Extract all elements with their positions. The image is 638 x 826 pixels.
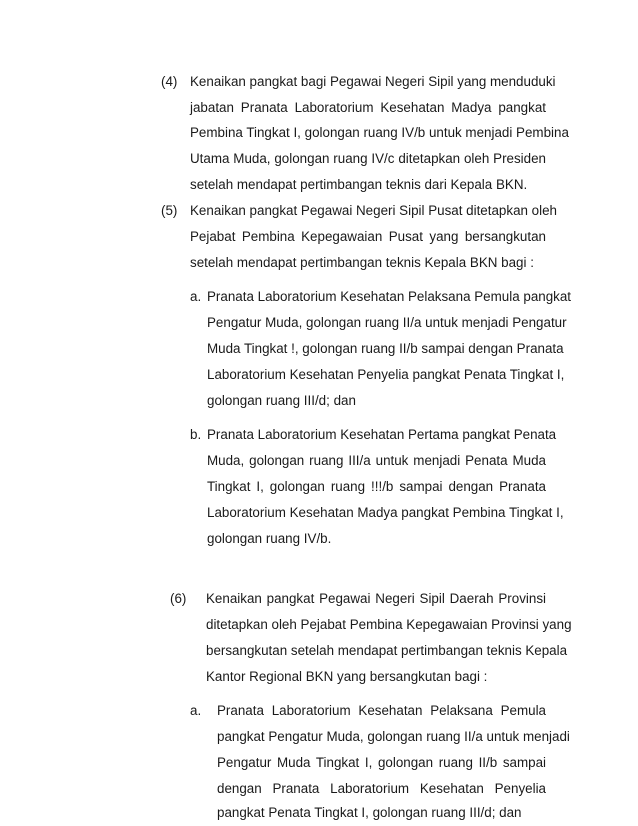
section-4-line-2: jabatan Pranata Laboratorium Kesehatan Madya pangkat (190, 100, 546, 115)
section-6-item-a-line-3: Pengatur Muda Tingkat I, golongan ruang II/b sampai (217, 755, 546, 770)
section-5-item-b-line-1: Pranata Laboratorium Kesehatan Pertama pangkat Penata (207, 427, 557, 442)
section-5-item-a-line-3: Muda Tingkat !, golongan ruang II/b sampai dengan Pranata (207, 341, 564, 356)
section-4-line-3: Pembina Tingkat I, golongan ruang IV/b untuk menjadi Pembina (190, 125, 569, 140)
section-5-line-2: Pejabat Pembina Kepegawaian Pusat yang bersangkutan (190, 229, 546, 244)
section-5-item-b-line-5: golongan ruang IV/b. (207, 531, 332, 546)
section-5-item-a-line-1: Pranata Laboratorium Kesehatan Pelaksana Pemula pangkat (207, 289, 572, 304)
section-4-line-1: Kenaikan pangkat bagi Pegawai Negeri Sipil yang menduduki (190, 74, 556, 89)
section-5-item-b-line-4: Laboratorium Kesehatan Madya pangkat Pembina Tingkat I, (207, 505, 564, 520)
section-6-marker: (6) (170, 591, 187, 606)
section-6-item-a-line-2: pangkat Pengatur Muda, golongan ruang II/a untuk menjadi (217, 729, 570, 744)
section-6-item-a-line-1: Pranata Laboratorium Kesehatan Pelaksana Pemula (217, 703, 546, 718)
section-5-item-b-marker: b. (190, 427, 202, 442)
section-6-line-3: bersangkutan setelah mendapat pertimbangan teknis Kepala (206, 643, 568, 658)
section-6-line-4: Kantor Regional BKN yang bersangkutan bagi : (206, 669, 488, 684)
section-5-line-3: setelah mendapat pertimbangan teknis Kepala BKN bagi : (190, 255, 534, 270)
section-5-item-b-line-3: Tingkat I, golongan ruang !!!/b sampai dengan Pranata (207, 479, 546, 494)
section-6-item-a-marker: a. (190, 703, 202, 718)
section-6-item-a-line-5: pangkat Penata Tingkat I, golongan ruang III/d; dan (217, 805, 522, 820)
section-5-item-a-marker: a. (190, 289, 202, 304)
section-5-marker: (5) (161, 203, 178, 218)
section-4-line-5: setelah mendapat pertimbangan teknis dari Kepala BKN. (190, 177, 528, 192)
section-4-line-4: Utama Muda, golongan ruang IV/c ditetapkan oleh Presiden (190, 151, 546, 166)
section-5-item-a-line-2: Pengatur Muda, golongan ruang II/a untuk menjadi Pengatur (207, 315, 567, 330)
section-6-line-2: ditetapkan oleh Pejabat Pembina Kepegawaian Provinsi yang (206, 617, 572, 632)
section-4-marker: (4) (161, 74, 178, 89)
section-5-item-a-line-4: Laboratorium Kesehatan Penyelia pangkat Penata Tingkat I, (207, 367, 565, 382)
section-5-item-b-line-2: Muda, golongan ruang III/a untuk menjadi Penata Muda (207, 453, 546, 468)
section-5-item-a-line-5: golongan ruang III/d; dan (207, 393, 356, 408)
section-6-item-a-line-4: dengan Pranata Laboratorium Kesehatan Penyelia (217, 781, 546, 796)
section-5-line-1: Kenaikan pangkat Pegawai Negeri Sipil Pusat ditetapkan oleh (190, 203, 558, 218)
section-6-line-1: Kenaikan pangkat Pegawai Negeri Sipil Daerah Provinsi (206, 591, 546, 606)
